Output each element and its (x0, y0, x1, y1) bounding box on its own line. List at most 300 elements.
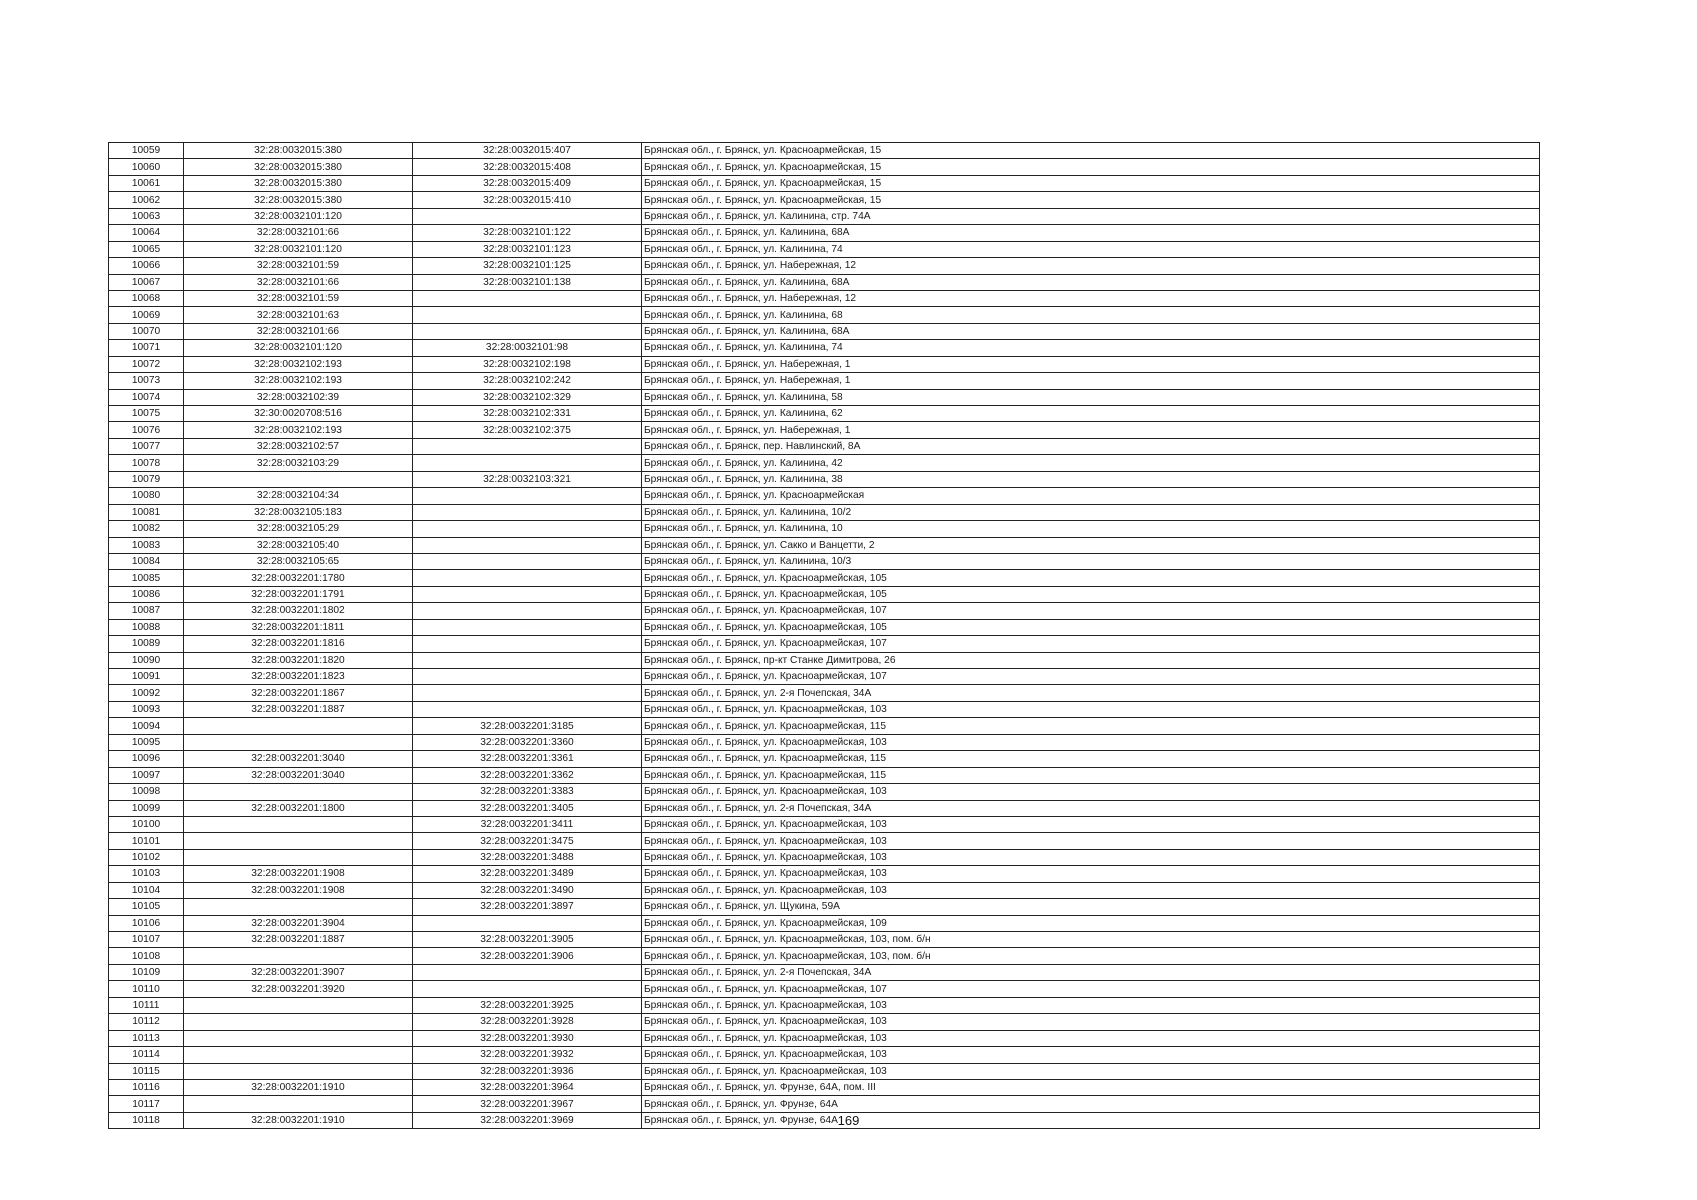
object-number-cell (413, 208, 642, 224)
row-number-cell: 10078 (109, 455, 184, 471)
object-number-cell: 32:28:0032201:3361 (413, 751, 642, 767)
object-number-cell: 32:28:0032201:3906 (413, 948, 642, 964)
row-number-cell: 10065 (109, 241, 184, 257)
table-row (109, 143, 1540, 159)
object-number-cell (413, 636, 642, 652)
object-number-cell: 32:28:0032102:242 (413, 373, 642, 389)
object-number-cell: 32:28:0032015:408 (413, 159, 642, 175)
object-number-cell (413, 652, 642, 668)
parcel-number-cell: 32:28:0032101:63 (184, 307, 413, 323)
address-cell: Брянская обл., г. Брянск, ул. Калинина, 62 (642, 406, 1540, 422)
parcel-number-cell: 32:28:0032201:1887 (184, 932, 413, 948)
table-row (109, 406, 1540, 422)
object-number-cell (413, 323, 642, 339)
object-number-cell: 32:28:0032102:198 (413, 356, 642, 372)
address-cell: Брянская обл., г. Брянск, ул. Красноармейская, 115 (642, 751, 1540, 767)
address-cell: Брянская обл., г. Брянск, ул. 2-я Почепская, 34А (642, 800, 1540, 816)
table-row (109, 866, 1540, 882)
table-row (109, 488, 1540, 504)
address-cell: Брянская обл., г. Брянск, ул. Красноармейская, 107 (642, 981, 1540, 997)
row-number-cell: 10107 (109, 932, 184, 948)
row-number-cell: 10096 (109, 751, 184, 767)
parcel-number-cell: 32:28:0032101:59 (184, 258, 413, 274)
address-cell: Брянская обл., г. Брянск, ул. Набережная, 1 (642, 356, 1540, 372)
parcel-number-cell: 32:28:0032201:1887 (184, 701, 413, 717)
table-row (109, 537, 1540, 553)
parcel-number-cell: 32:28:0032101:120 (184, 208, 413, 224)
object-number-cell (413, 964, 642, 980)
parcel-number-cell: 32:28:0032101:66 (184, 274, 413, 290)
address-cell: Брянская обл., г. Брянск, ул. Красноармейская, 15 (642, 175, 1540, 191)
row-number-cell: 10109 (109, 964, 184, 980)
row-number-cell: 10070 (109, 323, 184, 339)
address-cell: Брянская обл., г. Брянск, ул. Красноармейская, 103 (642, 784, 1540, 800)
row-number-cell: 10089 (109, 636, 184, 652)
table-row (109, 307, 1540, 323)
parcel-number-cell: 32:28:0032201:1910 (184, 1112, 413, 1128)
row-number-cell: 10093 (109, 701, 184, 717)
object-number-cell: 32:28:0032102:331 (413, 406, 642, 422)
parcel-number-cell (184, 718, 413, 734)
object-number-cell (413, 915, 642, 931)
object-number-cell: 32:28:0032101:122 (413, 225, 642, 241)
address-cell: Брянская обл., г. Брянск, ул. Калинина, 68А (642, 274, 1540, 290)
object-number-cell (413, 669, 642, 685)
object-number-cell: 32:28:0032201:3930 (413, 1030, 642, 1046)
table-row (109, 981, 1540, 997)
row-number-cell: 10086 (109, 586, 184, 602)
table-row (109, 1014, 1540, 1030)
address-cell: Брянская обл., г. Брянск, ул. Калинина, 42 (642, 455, 1540, 471)
row-number-cell: 10090 (109, 652, 184, 668)
parcel-number-cell: 32:28:0032104:34 (184, 488, 413, 504)
parcel-number-cell: 32:28:0032015:380 (184, 143, 413, 159)
address-cell: Брянская обл., г. Брянск, ул. Набережная, 12 (642, 290, 1540, 306)
row-number-cell: 10063 (109, 208, 184, 224)
object-number-cell: 32:28:0032101:98 (413, 340, 642, 356)
parcel-number-cell: 32:28:0032201:1820 (184, 652, 413, 668)
table-row (109, 521, 1540, 537)
table-row (109, 899, 1540, 915)
row-number-cell: 10100 (109, 816, 184, 832)
parcel-number-cell (184, 997, 413, 1013)
table-row (109, 1047, 1540, 1063)
row-number-cell: 10117 (109, 1096, 184, 1112)
table-row (109, 1079, 1540, 1095)
row-number-cell: 10097 (109, 767, 184, 783)
table-row (109, 373, 1540, 389)
parcel-number-cell: 32:28:0032201:3920 (184, 981, 413, 997)
object-number-cell: 32:28:0032201:3360 (413, 734, 642, 750)
parcel-number-cell: 32:28:0032103:29 (184, 455, 413, 471)
parcel-number-cell: 32:28:0032201:1908 (184, 882, 413, 898)
row-number-cell: 10074 (109, 389, 184, 405)
table-row (109, 1063, 1540, 1079)
row-number-cell: 10092 (109, 685, 184, 701)
object-number-cell: 32:28:0032201:3488 (413, 849, 642, 865)
object-number-cell (413, 521, 642, 537)
row-number-cell: 10091 (109, 669, 184, 685)
table-row (109, 882, 1540, 898)
address-cell: Брянская обл., г. Брянск, ул. Красноармейская, 103 (642, 833, 1540, 849)
address-cell: Брянская обл., г. Брянск, ул. Красноармейская, 103, пом. б/н (642, 932, 1540, 948)
row-number-cell: 10088 (109, 619, 184, 635)
parcel-number-cell: 32:28:0032101:120 (184, 241, 413, 257)
address-cell: Брянская обл., г. Брянск, ул. Красноармейская, 103 (642, 1030, 1540, 1046)
address-cell: Брянская обл., г. Брянск, ул. Красноармейская, 103 (642, 701, 1540, 717)
row-number-cell: 10118 (109, 1112, 184, 1128)
parcel-number-cell: 32:28:0032105:65 (184, 553, 413, 569)
object-number-cell (413, 290, 642, 306)
row-number-cell: 10064 (109, 225, 184, 241)
object-number-cell (413, 570, 642, 586)
table-row (109, 323, 1540, 339)
parcel-number-cell: 32:28:0032102:193 (184, 356, 413, 372)
object-number-cell: 32:28:0032201:3490 (413, 882, 642, 898)
address-cell: Брянская обл., г. Брянск, ул. Красноармейская, 109 (642, 915, 1540, 931)
registry-table-body (109, 143, 1540, 1129)
address-cell: Брянская обл., г. Брянск, ул. Калинина, 10 (642, 521, 1540, 537)
parcel-number-cell: 32:28:0032105:183 (184, 504, 413, 520)
parcel-number-cell: 32:28:0032201:1908 (184, 866, 413, 882)
table-row (109, 948, 1540, 964)
address-cell: Брянская обл., г. Брянск, ул. Калинина, 38 (642, 471, 1540, 487)
address-cell: Брянская обл., г. Брянск, ул. Красноармейская, 103 (642, 997, 1540, 1013)
object-number-cell (413, 586, 642, 602)
address-cell: Брянская обл., г. Брянск, пр-кт Станке Димитрова, 26 (642, 652, 1540, 668)
parcel-number-cell: 32:28:0032201:1910 (184, 1079, 413, 1095)
address-cell: Брянская обл., г. Брянск, ул. Калинина, стр. 74А (642, 208, 1540, 224)
row-number-cell: 10084 (109, 553, 184, 569)
table-row (109, 816, 1540, 832)
parcel-number-cell: 32:28:0032201:3040 (184, 767, 413, 783)
parcel-number-cell: 32:28:0032105:40 (184, 537, 413, 553)
address-cell: Брянская обл., г. Брянск, пер. Навлинский, 8А (642, 438, 1540, 454)
address-cell: Брянская обл., г. Брянск, ул. Калинина, 68А (642, 225, 1540, 241)
object-number-cell (413, 603, 642, 619)
row-number-cell: 10083 (109, 537, 184, 553)
address-cell: Брянская обл., г. Брянск, ул. Красноармейская, 115 (642, 718, 1540, 734)
row-number-cell: 10082 (109, 521, 184, 537)
address-cell: Брянская обл., г. Брянск, ул. Красноармейская, 103 (642, 816, 1540, 832)
object-number-cell: 32:28:0032101:138 (413, 274, 642, 290)
object-number-cell: 32:28:0032201:3905 (413, 932, 642, 948)
object-number-cell: 32:28:0032201:3362 (413, 767, 642, 783)
table-row (109, 685, 1540, 701)
parcel-number-cell (184, 734, 413, 750)
row-number-cell: 10094 (109, 718, 184, 734)
object-number-cell: 32:28:0032103:321 (413, 471, 642, 487)
address-cell: Брянская обл., г. Брянск, ул. Красноармейская, 15 (642, 192, 1540, 208)
table-row (109, 1096, 1540, 1112)
object-number-cell: 32:28:0032015:410 (413, 192, 642, 208)
row-number-cell: 10079 (109, 471, 184, 487)
table-row (109, 504, 1540, 520)
object-number-cell (413, 553, 642, 569)
table-row (109, 652, 1540, 668)
table-row (109, 175, 1540, 191)
row-number-cell: 10075 (109, 406, 184, 422)
row-number-cell: 10108 (109, 948, 184, 964)
object-number-cell: 32:28:0032201:3185 (413, 718, 642, 734)
row-number-cell: 10071 (109, 340, 184, 356)
table-row (109, 1030, 1540, 1046)
row-number-cell: 10087 (109, 603, 184, 619)
row-number-cell: 10080 (109, 488, 184, 504)
parcel-number-cell: 32:28:0032201:1780 (184, 570, 413, 586)
row-number-cell: 10104 (109, 882, 184, 898)
parcel-number-cell (184, 1014, 413, 1030)
row-number-cell: 10103 (109, 866, 184, 882)
object-number-cell: 32:28:0032201:3964 (413, 1079, 642, 1095)
object-number-cell (413, 619, 642, 635)
table-row (109, 192, 1540, 208)
row-number-cell: 10076 (109, 422, 184, 438)
object-number-cell: 32:28:0032015:409 (413, 175, 642, 191)
parcel-number-cell: 32:28:0032015:380 (184, 159, 413, 175)
table-row (109, 784, 1540, 800)
address-cell: Брянская обл., г. Брянск, ул. Красноармейская (642, 488, 1540, 504)
object-number-cell: 32:28:0032201:3411 (413, 816, 642, 832)
parcel-number-cell (184, 784, 413, 800)
table-row (109, 964, 1540, 980)
table-row (109, 356, 1540, 372)
row-number-cell: 10077 (109, 438, 184, 454)
parcel-number-cell: 32:28:0032101:66 (184, 323, 413, 339)
address-cell: Брянская обл., г. Брянск, ул. Красноармейская, 107 (642, 669, 1540, 685)
parcel-number-cell (184, 1063, 413, 1079)
table-row (109, 389, 1540, 405)
table-row (109, 258, 1540, 274)
parcel-number-cell: 32:28:0032201:3904 (184, 915, 413, 931)
table-row (109, 422, 1540, 438)
object-number-cell: 32:28:0032201:3897 (413, 899, 642, 915)
object-number-cell: 32:28:0032201:3969 (413, 1112, 642, 1128)
page-number: 169 (837, 1113, 860, 1128)
parcel-number-cell: 32:28:0032201:1811 (184, 619, 413, 635)
address-cell: Брянская обл., г. Брянск, ул. Красноармейская, 103, пом. б/н (642, 948, 1540, 964)
parcel-number-cell: 32:28:0032102:57 (184, 438, 413, 454)
parcel-number-cell: 32:28:0032201:1800 (184, 800, 413, 816)
table-row (109, 290, 1540, 306)
table-row (109, 438, 1540, 454)
row-number-cell: 10066 (109, 258, 184, 274)
address-cell: Брянская обл., г. Брянск, ул. Калинина, 58 (642, 389, 1540, 405)
parcel-number-cell (184, 948, 413, 964)
row-number-cell: 10110 (109, 981, 184, 997)
row-number-cell: 10073 (109, 373, 184, 389)
address-cell: Брянская обл., г. Брянск, ул. Сакко и Ванцетти, 2 (642, 537, 1540, 553)
parcel-number-cell (184, 471, 413, 487)
row-number-cell: 10061 (109, 175, 184, 191)
table-row (109, 455, 1540, 471)
address-cell: Брянская обл., г. Брянск, ул. Красноармейская, 103 (642, 849, 1540, 865)
object-number-cell: 32:28:0032201:3475 (413, 833, 642, 849)
object-number-cell: 32:28:0032201:3489 (413, 866, 642, 882)
parcel-number-cell: 32:28:0032101:66 (184, 225, 413, 241)
row-number-cell: 10095 (109, 734, 184, 750)
address-cell: Брянская обл., г. Брянск, ул. Красноармейская, 107 (642, 636, 1540, 652)
address-cell: Брянская обл., г. Брянск, ул. Фрунзе, 64А, пом. III (642, 1079, 1540, 1095)
object-number-cell (413, 685, 642, 701)
address-cell: Брянская обл., г. Брянск, ул. Красноармейская, 103 (642, 1063, 1540, 1079)
object-number-cell (413, 537, 642, 553)
table-row (109, 718, 1540, 734)
address-cell: Брянская обл., г. Брянск, ул. Щукина, 59А (642, 899, 1540, 915)
address-cell: Брянская обл., г. Брянск, ул. Калинина, 74 (642, 241, 1540, 257)
table-row (109, 553, 1540, 569)
address-cell: Брянская обл., г. Брянск, ул. Красноармейская, 105 (642, 570, 1540, 586)
address-cell: Брянская обл., г. Брянск, ул. Набережная, 12 (642, 258, 1540, 274)
table-row (109, 225, 1540, 241)
object-number-cell (413, 701, 642, 717)
address-cell: Брянская обл., г. Брянск, ул. Красноармейская, 103 (642, 1047, 1540, 1063)
address-cell: Брянская обл., г. Брянск, ул. Красноармейская, 103 (642, 734, 1540, 750)
table-row (109, 932, 1540, 948)
table-row (109, 833, 1540, 849)
row-number-cell: 10114 (109, 1047, 184, 1063)
address-cell: Брянская обл., г. Брянск, ул. Красноармейская, 105 (642, 586, 1540, 602)
row-number-cell: 10068 (109, 290, 184, 306)
table-row (109, 570, 1540, 586)
row-number-cell: 10099 (109, 800, 184, 816)
parcel-number-cell (184, 849, 413, 865)
table-row (109, 849, 1540, 865)
address-cell: Брянская обл., г. Брянск, ул. Фрунзе, 64А (642, 1096, 1540, 1112)
object-number-cell (413, 981, 642, 997)
object-number-cell (413, 438, 642, 454)
parcel-number-cell (184, 1030, 413, 1046)
table-row (109, 751, 1540, 767)
table-row (109, 997, 1540, 1013)
address-cell: Брянская обл., г. Брянск, ул. Калинина, 68 (642, 307, 1540, 323)
address-cell: Брянская обл., г. Брянск, ул. Красноармейская, 107 (642, 603, 1540, 619)
parcel-number-cell: 32:28:0032201:3907 (184, 964, 413, 980)
table-row (109, 800, 1540, 816)
parcel-number-cell: 32:28:0032102:39 (184, 389, 413, 405)
row-number-cell: 10112 (109, 1014, 184, 1030)
object-number-cell: 32:28:0032102:329 (413, 389, 642, 405)
address-cell: Брянская обл., г. Брянск, ул. Красноармейская, 103 (642, 882, 1540, 898)
row-number-cell: 10116 (109, 1079, 184, 1095)
address-cell: Брянская обл., г. Брянск, ул. Калинина, 74 (642, 340, 1540, 356)
parcel-number-cell (184, 1047, 413, 1063)
row-number-cell: 10069 (109, 307, 184, 323)
parcel-number-cell: 32:28:0032102:193 (184, 422, 413, 438)
address-cell: Брянская обл., г. Брянск, ул. Набережная, 1 (642, 373, 1540, 389)
address-cell: Брянская обл., г. Брянск, ул. 2-я Почепская, 34А (642, 964, 1540, 980)
object-number-cell: 32:28:0032201:3932 (413, 1047, 642, 1063)
object-number-cell (413, 307, 642, 323)
table-row (109, 701, 1540, 717)
object-number-cell: 32:28:0032101:123 (413, 241, 642, 257)
table-row (109, 619, 1540, 635)
row-number-cell: 10060 (109, 159, 184, 175)
row-number-cell: 10106 (109, 915, 184, 931)
table-row (109, 767, 1540, 783)
object-number-cell: 32:28:0032101:125 (413, 258, 642, 274)
table-row (109, 340, 1540, 356)
row-number-cell: 10072 (109, 356, 184, 372)
object-number-cell: 32:28:0032201:3936 (413, 1063, 642, 1079)
row-number-cell: 10067 (109, 274, 184, 290)
parcel-number-cell: 32:28:0032201:1791 (184, 586, 413, 602)
row-number-cell: 10105 (109, 899, 184, 915)
object-number-cell (413, 504, 642, 520)
table-row (109, 274, 1540, 290)
registry-table (108, 142, 1540, 1129)
row-number-cell: 10098 (109, 784, 184, 800)
object-number-cell: 32:28:0032201:3405 (413, 800, 642, 816)
parcel-number-cell: 32:28:0032201:1802 (184, 603, 413, 619)
address-cell: Брянская обл., г. Брянск, ул. Калинина, 10/2 (642, 504, 1540, 520)
table-row (109, 241, 1540, 257)
parcel-number-cell: 32:30:0020708:516 (184, 406, 413, 422)
object-number-cell (413, 455, 642, 471)
table-row (109, 471, 1540, 487)
object-number-cell: 32:28:0032201:3925 (413, 997, 642, 1013)
parcel-number-cell: 32:28:0032201:1823 (184, 669, 413, 685)
parcel-number-cell (184, 899, 413, 915)
parcel-number-cell: 32:28:0032101:120 (184, 340, 413, 356)
table-row (109, 159, 1540, 175)
parcel-number-cell: 32:28:0032102:193 (184, 373, 413, 389)
table-row (109, 669, 1540, 685)
parcel-number-cell: 32:28:0032201:1867 (184, 685, 413, 701)
table-row (109, 734, 1540, 750)
parcel-number-cell: 32:28:0032015:380 (184, 175, 413, 191)
parcel-number-cell: 32:28:0032201:1816 (184, 636, 413, 652)
address-cell: Брянская обл., г. Брянск, ул. Калинина, 68А (642, 323, 1540, 339)
address-cell: Брянская обл., г. Брянск, ул. Красноармейская, 103 (642, 866, 1540, 882)
object-number-cell: 32:28:0032201:3967 (413, 1096, 642, 1112)
address-cell: Брянская обл., г. Брянск, ул. Красноармейская, 105 (642, 619, 1540, 635)
parcel-number-cell (184, 816, 413, 832)
row-number-cell: 10113 (109, 1030, 184, 1046)
address-cell: Брянская обл., г. Брянск, ул. Красноармейская, 103 (642, 1014, 1540, 1030)
parcel-number-cell: 32:28:0032015:380 (184, 192, 413, 208)
parcel-number-cell: 32:28:0032105:29 (184, 521, 413, 537)
object-number-cell (413, 488, 642, 504)
address-cell: Брянская обл., г. Брянск, ул. Калинина, 10/3 (642, 553, 1540, 569)
row-number-cell: 10062 (109, 192, 184, 208)
address-cell: Брянская обл., г. Брянск, ул. Красноармейская, 15 (642, 159, 1540, 175)
object-number-cell: 32:28:0032201:3383 (413, 784, 642, 800)
row-number-cell: 10102 (109, 849, 184, 865)
address-cell: Брянская обл., г. Брянск, ул. Красноармейская, 15 (642, 143, 1540, 159)
table-row (109, 636, 1540, 652)
object-number-cell: 32:28:0032015:407 (413, 143, 642, 159)
parcel-number-cell (184, 1096, 413, 1112)
parcel-number-cell: 32:28:0032201:3040 (184, 751, 413, 767)
parcel-number-cell (184, 833, 413, 849)
table-row (109, 603, 1540, 619)
row-number-cell: 10081 (109, 504, 184, 520)
address-cell: Брянская обл., г. Брянск, ул. Фрунзе, 64А (642, 1112, 1540, 1128)
row-number-cell: 10059 (109, 143, 184, 159)
table-row (109, 586, 1540, 602)
row-number-cell: 10115 (109, 1063, 184, 1079)
row-number-cell: 10101 (109, 833, 184, 849)
address-cell: Брянская обл., г. Брянск, ул. Набережная, 1 (642, 422, 1540, 438)
row-number-cell: 10085 (109, 570, 184, 586)
object-number-cell: 32:28:0032102:375 (413, 422, 642, 438)
address-cell: Брянская обл., г. Брянск, ул. 2-я Почепская, 34А (642, 685, 1540, 701)
address-cell: Брянская обл., г. Брянск, ул. Красноармейская, 115 (642, 767, 1540, 783)
table-row (109, 915, 1540, 931)
table-row (109, 208, 1540, 224)
object-number-cell: 32:28:0032201:3928 (413, 1014, 642, 1030)
